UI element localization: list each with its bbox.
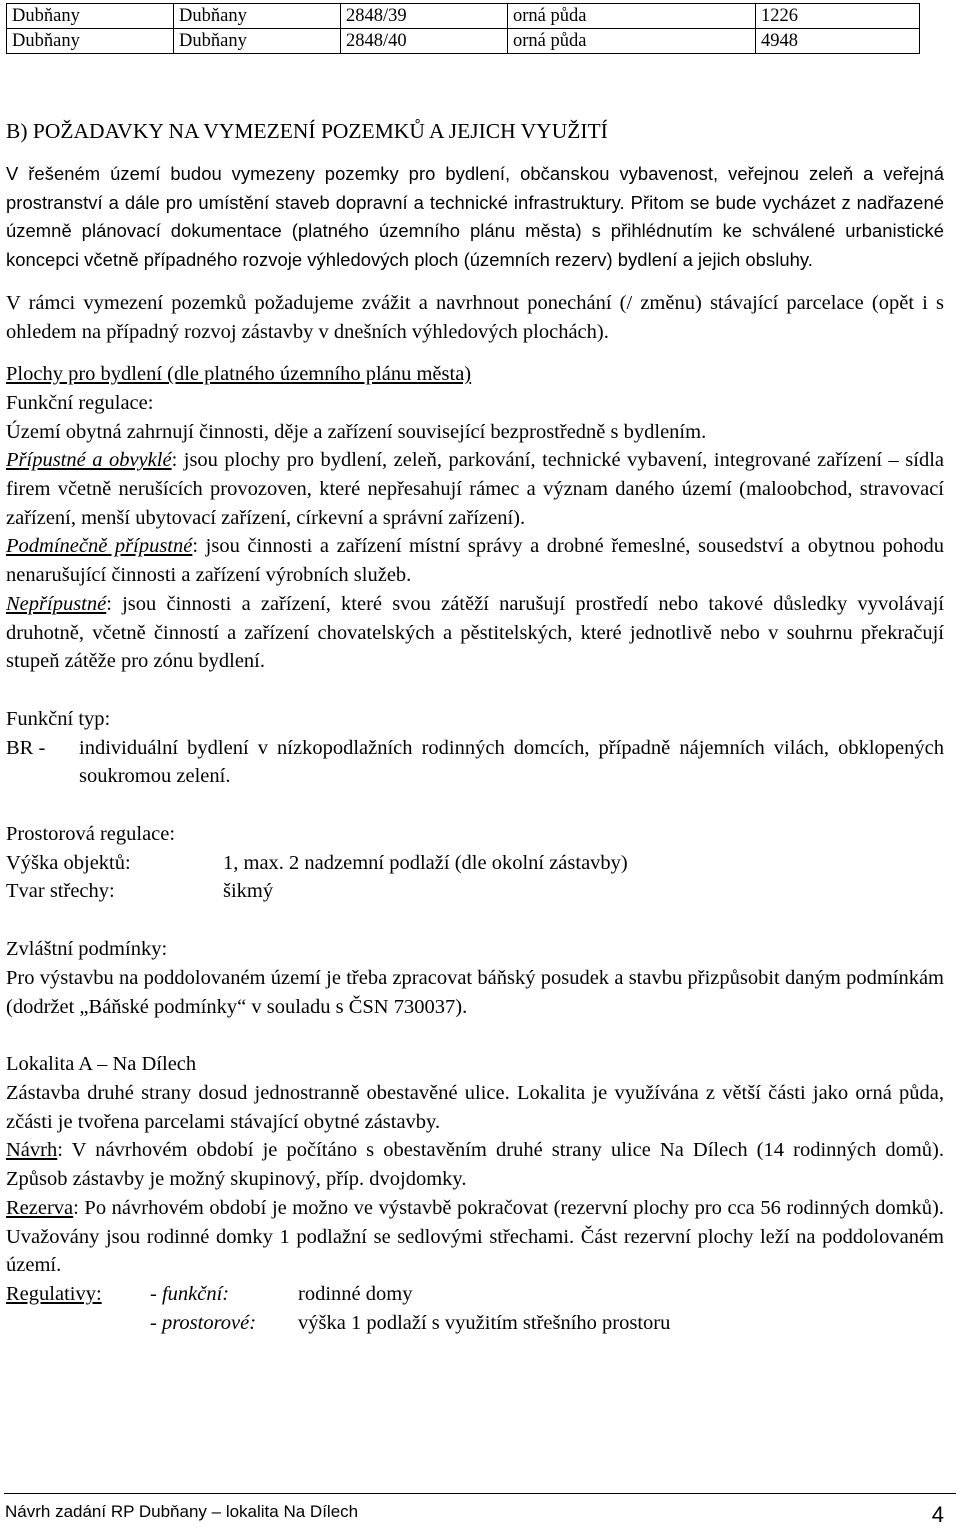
- table-cell: orná půda: [508, 4, 756, 29]
- reserve-paragraph: [6, 1194, 944, 1280]
- section-b-paragraph-1: V řešeném území budou vymezeny pozemky pro bydlení, občanskou vybavenost, veřejnou zeleň a veřejná prostranství a dále pro umístění staveb dopravní a technické infrastruktury. Přitom se bude vycházet z nadřazené územně plánovací dokumentace (platného územního plánu města) s přihlédnutím ke schválené urbanistické koncepci včetně případného rozvoje výhledových ploch (územních rezerv) bydlení a jejich obsluhy.: [6, 163, 944, 271]
- table-cell: Dubňany: [7, 4, 174, 29]
- table-cell: orná půda: [508, 29, 756, 54]
- table-cell: 2848/39: [341, 4, 508, 29]
- table-cell: Dubňany: [174, 4, 341, 29]
- functional-type-text: individuální bydlení v nízkopodlažních rodinných domcích, případně nájemních vilách, obklopených soukromou zelení.: [79, 736, 944, 788]
- special-conditions-text: Pro výstavbu na poddolovaném území je třeba zpracovat báňský posudek a stavbu přizpůsobit daným podmínkám (dodržet „Báňské podmínky“ v souladu s ČSN 730037).: [6, 966, 944, 1018]
- allowed-label: Přípustné a obvyklé: [6, 449, 172, 472]
- page-footer: [4, 1493, 956, 1530]
- regulation-functional-value: rodinné domy: [298, 1282, 413, 1305]
- table-cell: 1226: [756, 4, 920, 29]
- table-cell: 2848/40: [341, 29, 508, 54]
- special-conditions-label: Zvláštní podmínky:: [6, 938, 168, 961]
- table-cell: 4948: [756, 29, 920, 54]
- conditional-paragraph: [6, 532, 944, 589]
- functional-regulation-label: Funkční regulace:: [6, 391, 154, 414]
- document-page: [6, 3, 944, 1337]
- footer-title: Návrh zadání RP Dubňany – lokalita Na Dílech: [5, 1502, 359, 1521]
- regulations-row-2: [6, 1309, 944, 1338]
- reserve-label: Rezerva: [6, 1196, 74, 1219]
- spatial-regulation-label: Prostorová regulace:: [6, 823, 176, 846]
- regulation-spatial-value: výška 1 podlaží s využitím střešního prostoru: [298, 1311, 671, 1334]
- locality-text: Zástavba druhé strany dosud jednostranně obestavěné ulice. Lokalita je využívána z větší části jako orná půda, zčásti je tvořena parcelami stávající obytné zástavby.: [6, 1081, 944, 1133]
- functional-type-label: Funkční typ:: [6, 707, 111, 730]
- regulations-row-1: [6, 1280, 944, 1309]
- functional-type-row: [6, 734, 944, 791]
- roof-value: šikmý: [223, 880, 274, 903]
- section-b-title: B) POŽADAVKY NA VYMEZENÍ POZEMKŮ A JEJICH VYUŽITÍ: [6, 119, 608, 143]
- height-label: Výška objektů:: [6, 851, 131, 874]
- forbidden-text: : jsou činnosti a zařízení, které svou zátěží narušují prostředí nebo takové důsledky vyvolávají druhotně, včetně činností a zařízení chovatelských a pěstitelských, které jednotlivě nebo v souhrnu překračují stupeň zátěže pro zónu bydlení.: [6, 592, 944, 673]
- regulations-label-wrap: [6, 1280, 150, 1309]
- table-cell: Dubňany: [7, 29, 174, 54]
- proposal-paragraph: [6, 1136, 944, 1193]
- regulation-spatial-key: - prostorové:: [150, 1311, 257, 1334]
- functional-type-code: BR -: [6, 736, 46, 759]
- regulation-functional-key: - funkční:: [150, 1282, 230, 1305]
- table-row: [7, 29, 920, 54]
- allowed-paragraph: [6, 446, 944, 532]
- regulations-spacer: [6, 1309, 150, 1338]
- table-cell: Dubňany: [174, 29, 341, 54]
- conditional-label: Podmínečně přípustné: [6, 535, 193, 558]
- table-row: [7, 4, 920, 29]
- locality-label: Lokalita A – Na Dílech: [6, 1053, 197, 1076]
- height-value: 1, max. 2 nadzemní podlaží (dle okolní zástavby): [223, 851, 628, 874]
- conditional-text: : jsou činnosti a zařízení místní správy a drobné řemeslné, sousedství a obytnou pohodu nenarušující činnosti a zařízení výrobních služeb.: [6, 535, 944, 587]
- section-b-paragraph-2: V rámci vymezení pozemků požadujeme zvážit a navrhnout ponechání (/ změnu) stávající parcelace (opět i s ohledem na případný rozvoj zástavby v dnešních výhledových plochách).: [6, 291, 944, 343]
- regulations-label: Regulativy:: [6, 1282, 102, 1305]
- roof-row: [6, 877, 944, 906]
- proposal-label: Návrh: [6, 1139, 58, 1162]
- housing-heading: Plochy pro bydlení (dle platného územního plánu města): [6, 363, 472, 386]
- territory-text: Území obytná zahrnují činnosti, děje a zařízení související bezprostředně s bydlením.: [6, 420, 707, 443]
- forbidden-label: Nepřípustné: [6, 592, 107, 615]
- allowed-text: : jsou plochy pro bydlení, zeleň, parkování, technické vybavení, integrované zařízení – sídla firem včetně nerušících provozoven, které nepřesahují rámec a význam daného území (maloobchod, stravovací zařízení, menší ubytovací zařízení, církevní a správní zařízení).: [6, 449, 945, 529]
- height-row: [6, 849, 944, 878]
- reserve-text: : Po návrhovém období je možno ve výstavbě pokračovat (rezervní plochy pro cca 56 rodinných domků). Uvažovány jsou rodinné domky 1 podlažní se sedlovými střechami. Část rezervní plochy leží na poddolovaném území.: [6, 1196, 944, 1277]
- proposal-text: : V návrhovém období je počítáno s obestavěním druhé strany ulice Na Dílech (14 rodinných domů). Způsob zástavby je možný skupinový, příp. dvojdomky.: [6, 1139, 944, 1191]
- roof-label: Tvar střechy:: [6, 880, 115, 903]
- parcel-table: [6, 3, 920, 54]
- page-number: 4: [931, 1502, 944, 1527]
- forbidden-paragraph: [6, 590, 944, 676]
